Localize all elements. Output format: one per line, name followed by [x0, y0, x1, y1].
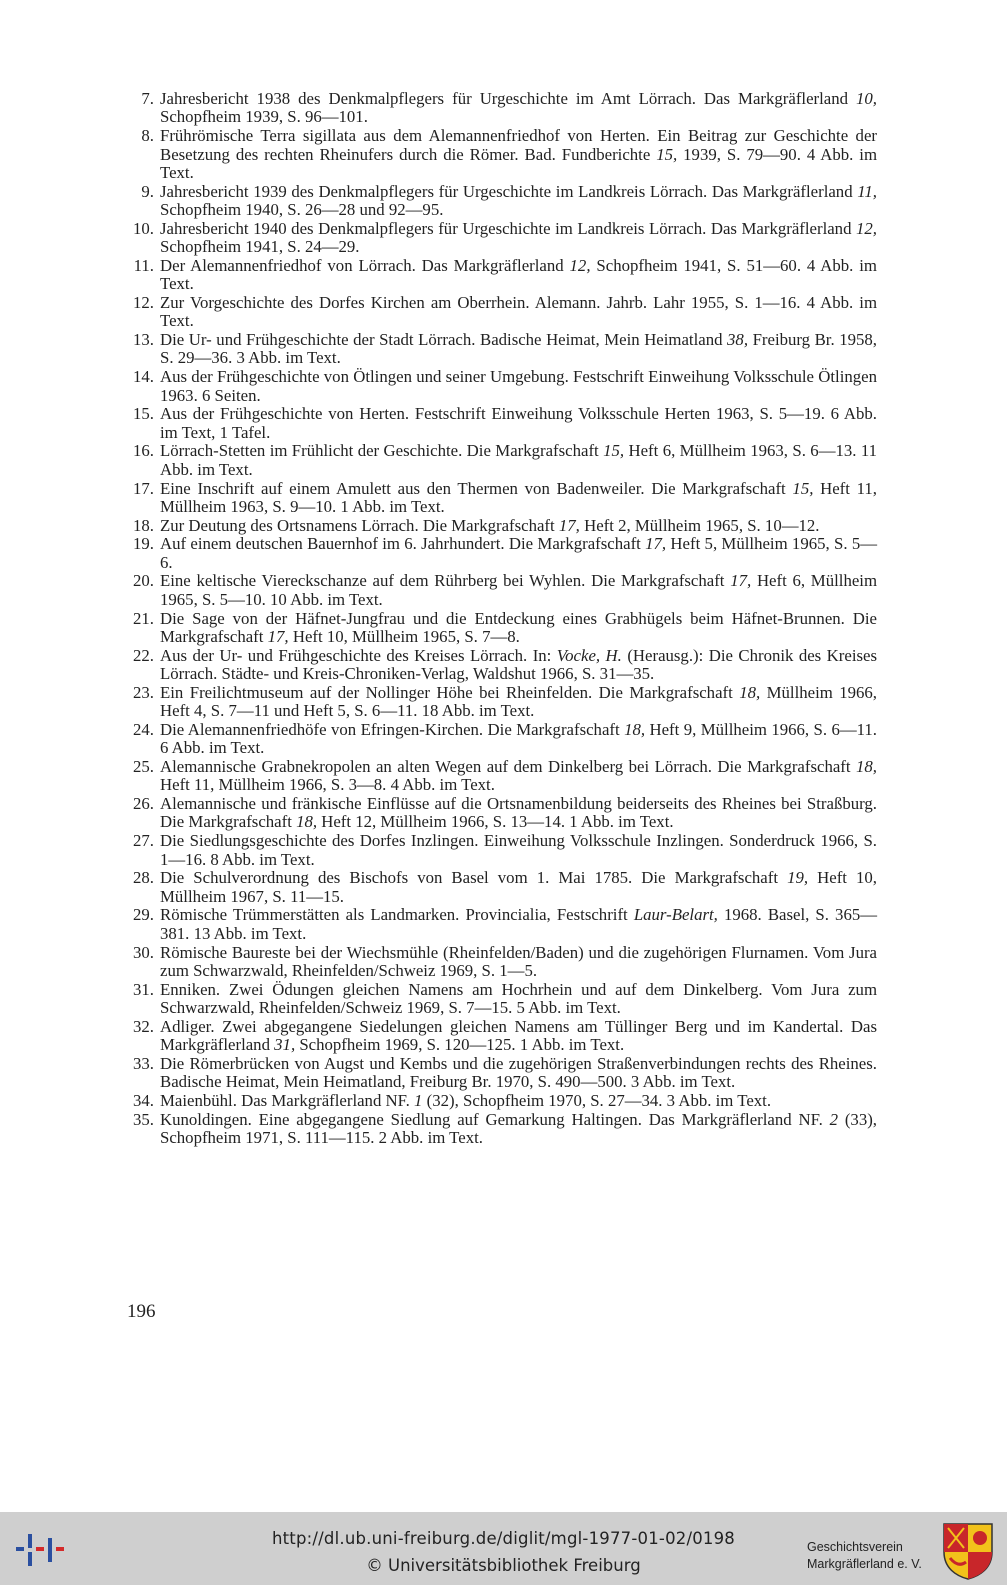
entry-text-segment: Freiburg Br. 1958, S. 29—36. 3 Abb. im Text.	[160, 330, 877, 368]
entry-number: 24.	[133, 719, 154, 739]
entry-text-segment: Eine keltische Viereckschanze auf dem Rührberg bei Wyhlen. Die Markgrafschaft	[160, 571, 731, 591]
entry-text	[160, 610, 877, 647]
entry-text-segment: Schopfheim 1969, S. 120—125. 1 Abb. im Text.	[295, 1035, 625, 1055]
bibliography-entry	[121, 610, 877, 647]
entry-text	[160, 832, 877, 869]
entry-text-segment: Die Sage von der Häfnet-Jungfrau und die Entdeckung eines Grabhügels beim Häfnet-Brunnen. Die Markgrafschaft	[160, 608, 877, 646]
entry-volume-italic: 10,	[856, 89, 877, 108]
entry-volume-italic: 18,	[739, 682, 761, 702]
bibliography-list	[121, 90, 877, 1148]
entry-text-segment: Heft 10, Müllheim 1967, S. 11—15.	[160, 868, 877, 906]
entry-text	[160, 795, 877, 832]
entry-text	[160, 572, 877, 609]
entry-volume-italic: 31,	[274, 1035, 296, 1055]
bibliography-entry	[121, 405, 877, 442]
entry-text-segment: Zur Deutung des Ortsnamens Lörrach. Die Markgrafschaft	[160, 515, 559, 535]
entry-text	[160, 331, 877, 368]
entry-text-segment: Frührömische Terra sigillata aus dem Alemannenfriedhof von Herten. Ein Beitrag zur Geschichte der Besetzung des rechten Rheinufers durch die Römer. Bad. Fundberichte	[160, 126, 877, 164]
entry-number: 16.	[133, 441, 154, 461]
entry-volume-italic: 1	[414, 1090, 423, 1110]
footer-copyright: © Universitätsbibliothek Freiburg	[366, 1556, 641, 1575]
entry-text-segment: 1939, S. 79—90. 4 Abb. im Text.	[160, 144, 877, 182]
entry-text	[160, 220, 877, 257]
bibliography-entry	[121, 1018, 877, 1055]
entry-text	[160, 981, 877, 1018]
entry-number: 31.	[133, 979, 154, 999]
entry-text-segment: Die Alemannenfriedhöfe von Efringen-Kirchen. Die Markgrafschaft	[160, 719, 625, 739]
entry-text	[160, 257, 877, 294]
entry-number: 32.	[133, 1016, 154, 1036]
entry-volume-italic: 15,	[656, 144, 678, 164]
bibliography-entry	[121, 1055, 877, 1092]
entry-number: 7.	[141, 89, 154, 108]
entry-text-segment: Ein Freilichtmuseum auf der Nollinger Höhe bei Rheinfelden. Die Markgrafschaft	[160, 682, 740, 702]
bibliography-entry	[121, 684, 877, 721]
bibliography-entry	[121, 535, 877, 572]
bibliography-entry	[121, 647, 877, 684]
entry-text-segment: Müllheim 1966, Heft 4, S. 7—11 und Heft 5, S. 6—11. 18 Abb. im Text.	[160, 682, 877, 721]
coat-of-arms-icon	[942, 1522, 994, 1580]
entry-number: 22.	[133, 645, 154, 665]
entry-number: 19.	[133, 534, 154, 554]
entry-text	[160, 1092, 877, 1110]
bibliography-entry	[121, 127, 877, 182]
entry-text-segment: Alemannische und fränkische Einflüsse auf die Ortsnamenbildung beiderseits des Rheines bei Straßburg. Die Markgrafschaft	[160, 794, 877, 832]
entry-text-segment: Schopfheim 1939, S. 96—101.	[160, 107, 368, 127]
entry-number: 9.	[141, 181, 154, 201]
entry-volume-italic: 17,	[730, 571, 752, 591]
footer-organization	[807, 1539, 937, 1573]
entry-volume-italic: Laur-Belart,	[633, 905, 718, 925]
entry-text	[160, 294, 877, 331]
entry-number: 35.	[133, 1109, 154, 1129]
bibliography-entry	[121, 331, 877, 368]
entry-volume-italic: Vocke, H.	[556, 645, 622, 665]
entry-text-segment: Die Schulverordnung des Bischofs von Basel vom 1. Mai 1785. Die Markgrafschaft	[160, 868, 788, 888]
entry-text-segment: Heft 5, Müllheim 1965, S. 5—6.	[160, 534, 877, 572]
entry-volume-italic: 12,	[569, 255, 591, 275]
bibliography-entry	[121, 480, 877, 517]
entry-number: 17.	[133, 478, 154, 498]
entry-number: 29.	[133, 905, 154, 925]
entry-text	[160, 1055, 877, 1092]
entry-number: 20.	[133, 571, 154, 591]
bibliography-entry	[121, 1111, 877, 1148]
bibliography-entry	[121, 944, 877, 981]
entry-text-segment: Auf einem deutschen Bauernhof im 6. Jahrhundert. Die Markgrafschaft	[160, 534, 646, 554]
entry-number: 23.	[133, 682, 154, 702]
bibliography-entry	[121, 90, 877, 127]
entry-text-segment: Heft 12, Müllheim 1966, S. 13—14. 1 Abb. im Text.	[317, 812, 674, 832]
footer-bar	[0, 1512, 1007, 1585]
entry-text-segment: Alemannische Grabnekropolen an alten Wegen auf dem Dinkelberg bei Lörrach. Die Markgrafschaft	[160, 756, 857, 776]
bibliography-entry	[121, 294, 877, 331]
entry-text-segment: (32), Schopfheim 1970, S. 27—34. 3 Abb. im Text.	[422, 1090, 772, 1110]
entry-volume-italic: 12,	[856, 218, 877, 238]
entry-text-segment: Die Ur- und Frühgeschichte der Stadt Lörrach. Badische Heimat, Mein Heimatland	[160, 330, 728, 350]
org-name-line1: Geschichtsverein	[807, 1540, 903, 1554]
bibliography-entry	[121, 572, 877, 609]
bibliography-entry	[121, 368, 877, 405]
entry-text-segment: Adliger. Zwei abgegangene Siedelungen gleichen Namens am Tüllinger Berg und im Kandertal. Das Markgräflerland	[160, 1016, 877, 1055]
bibliography-entry	[121, 758, 877, 795]
entry-volume-italic: 2	[829, 1109, 838, 1129]
entry-text	[160, 127, 877, 182]
footer-url-link[interactable]: http://dl.ub.uni-freiburg.de/diglit/mgl-1977-01-02/0198	[271, 1529, 736, 1548]
entry-text-segment: Maienbühl. Das Markgräflerland NF.	[160, 1090, 415, 1110]
entry-text-segment: Heft 6, Müllheim 1963, S. 6—13. 11 Abb. im Text.	[160, 441, 877, 479]
entry-text-segment: 1968. Basel, S. 365—381. 13 Abb. im Text.	[160, 905, 878, 943]
entry-number: 15.	[133, 404, 154, 424]
entry-volume-italic: 18,	[624, 719, 646, 739]
entry-text-segment: Enniken. Zwei Ödungen gleichen Namens am Hochrhein und auf dem Dinkelberg. Vom Jura zum Schwarzwald, Rheinfelden/Schweiz 1969, S. 7—15. 5 Abb. im Text.	[160, 979, 877, 1018]
entry-text-segment: Heft 2, Müllheim 1965, S. 10—12.	[579, 515, 820, 535]
entry-text	[160, 1018, 877, 1055]
entry-number: 21.	[133, 608, 154, 628]
entry-text	[160, 405, 877, 442]
entry-text-segment: Römische Trümmerstätten als Landmarken. Provincialia, Festschrift	[160, 905, 634, 925]
entry-text-segment: Jahresbericht 1939 des Denkmalpflegers für Urgeschichte im Landkreis Lörrach. Das Markgräflerland	[160, 181, 858, 201]
entry-volume-italic: 38,	[727, 330, 749, 350]
bibliography-entry	[121, 869, 877, 906]
page-number: 196	[127, 1301, 156, 1322]
entry-text-segment: Heft 11, Müllheim 1966, S. 3—8. 4 Abb. im Text.	[160, 775, 495, 795]
entry-text	[160, 721, 877, 758]
entry-volume-italic: 18,	[296, 812, 318, 832]
entry-text-segment: Schopfheim 1941, S. 51—60. 4 Abb. im Text.	[160, 255, 877, 294]
entry-number: 25.	[133, 756, 154, 776]
entry-text	[160, 183, 877, 220]
entry-volume-italic: 18,	[856, 756, 877, 776]
entry-volume-italic: 17,	[558, 515, 580, 535]
entry-text-segment: Die Siedlungsgeschichte des Dorfes Inzlingen. Einweihung Volksschule Inzlingen. Sonderdruck 1966, S. 1—16. 8 Abb. im Text.	[160, 831, 877, 869]
entry-number: 8.	[141, 126, 154, 146]
bibliography-entry	[121, 517, 877, 535]
entry-text	[160, 517, 877, 535]
entry-text-segment: Die Römerbrücken von Augst und Kembs und die zugehörigen Straßenverbindungen rechts des Rheines. Badische Heimat, Mein Heimatland, Freiburg Br. 1970, S. 490—500. 3 Abb. im Text.	[160, 1053, 877, 1092]
entry-text	[160, 442, 877, 479]
bibliography-entry	[121, 220, 877, 257]
entry-text-segment: (33), Schopfheim 1971, S. 111—115. 2 Abb. im Text.	[160, 1109, 877, 1148]
entry-text	[160, 869, 877, 906]
entry-number: 11.	[133, 255, 154, 275]
entry-number: 28.	[133, 868, 154, 888]
entry-text-segment: Lörrach-Stetten im Frühlicht der Geschichte. Die Markgrafschaft	[160, 441, 604, 461]
bibliography-entry	[121, 721, 877, 758]
entry-text-segment: Zur Vorgeschichte des Dorfes Kirchen am Oberrhein. Alemann. Jahrb. Lahr 1955, S. 1—16. 4 Abb. im Text.	[160, 292, 877, 331]
entry-volume-italic: 15,	[792, 478, 814, 498]
bibliography-entry	[121, 981, 877, 1018]
org-name-line2: Markgräflerland e. V.	[807, 1557, 922, 1571]
entry-text-segment: Heft 6, Müllheim 1965, S. 5—10. 10 Abb. im Text.	[160, 571, 878, 609]
entry-text	[160, 90, 877, 127]
entry-number: 27.	[133, 831, 154, 851]
entry-number: 34.	[133, 1090, 154, 1110]
entry-text	[160, 368, 877, 405]
entry-text-segment: Aus der Frühgeschichte von Herten. Festschrift Einweihung Volksschule Herten 1963, S. 5—19. 6 Abb. im Text, 1 Tafel.	[160, 404, 877, 442]
entry-text-segment: Heft 9, Müllheim 1966, S. 6—11. 6 Abb. im Text.	[160, 719, 878, 758]
entry-text-segment: Schopfheim 1941, S. 24—29.	[160, 237, 360, 257]
entry-number: 13.	[133, 330, 154, 350]
entry-text-segment: Heft 10, Müllheim 1965, S. 7—8.	[288, 626, 520, 646]
entry-number: 30.	[133, 942, 154, 962]
entry-number: 18.	[133, 515, 154, 535]
entry-number: 26.	[133, 794, 154, 814]
entry-number: 12.	[133, 292, 154, 312]
entry-text-segment: Jahresbericht 1940 des Denkmalpflegers für Urgeschichte im Landkreis Lörrach. Das Markgräflerland	[160, 218, 857, 238]
bibliography-entry	[121, 183, 877, 220]
entry-text-segment: Der Alemannenfriedhof von Lörrach. Das Markgräflerland	[160, 255, 570, 275]
entry-text	[160, 647, 877, 684]
entry-text-segment: Jahresbericht 1938 des Denkmalpflegers für Urgeschichte im Amt Lörrach. Das Markgräflerland	[160, 89, 857, 108]
entry-text	[160, 480, 877, 517]
entry-text	[160, 684, 877, 721]
entry-text-segment: Aus der Ur- und Frühgeschichte des Kreises Lörrach. In:	[160, 645, 557, 665]
entry-text	[160, 1111, 877, 1148]
bibliography-entry	[121, 832, 877, 869]
entry-text-segment: Heft 11, Müllheim 1963, S. 9—10. 1 Abb. im Text.	[160, 478, 878, 516]
entry-volume-italic: 11,	[857, 181, 877, 201]
entry-text	[160, 944, 877, 981]
entry-text-segment: Schopfheim 1940, S. 26—28 und 92—95.	[160, 200, 444, 220]
entry-text-segment: (Herausg.): Die Chronik des Kreises Lörrach. Städte- und Kreis-Chroniken-Verlag, Waldshut 1966, S. 31—35.	[160, 645, 877, 684]
entry-number: 10.	[133, 218, 154, 238]
bibliography-entry	[121, 1092, 877, 1110]
entry-text	[160, 535, 877, 572]
entry-volume-italic: 17,	[645, 534, 667, 554]
entry-text-segment: Eine Inschrift auf einem Amulett aus den Thermen von Badenweiler. Die Markgrafschaft	[160, 478, 793, 498]
entry-text	[160, 758, 877, 795]
entry-text-segment: Römische Baureste bei der Wiechsmühle (Rheinfelden/Baden) und die zugehörigen Flurnamen. Vom Jura zum Schwarzwald, Rheinfelden/Schweiz 1969, S. 1—5.	[160, 942, 877, 980]
entry-number: 14.	[133, 367, 154, 387]
entry-text-segment: Aus der Frühgeschichte von Ötlingen und seiner Umgebung. Festschrift Einweihung Volksschule Ötlingen 1963. 6 Seiten.	[160, 367, 877, 405]
entry-volume-italic: 17,	[267, 626, 289, 646]
entry-text	[160, 906, 877, 943]
entry-volume-italic: 19,	[787, 868, 809, 888]
bibliography-entry	[121, 442, 877, 479]
entry-number: 33.	[133, 1053, 154, 1073]
entry-text-segment: Kunoldingen. Eine abgegangene Siedlung auf Gemarkung Haltingen. Das Markgräflerland NF.	[160, 1109, 830, 1129]
bibliography-entry	[121, 257, 877, 294]
entry-volume-italic: 15,	[603, 441, 625, 461]
bibliography-entry	[121, 906, 877, 943]
bibliography-entry	[121, 795, 877, 832]
